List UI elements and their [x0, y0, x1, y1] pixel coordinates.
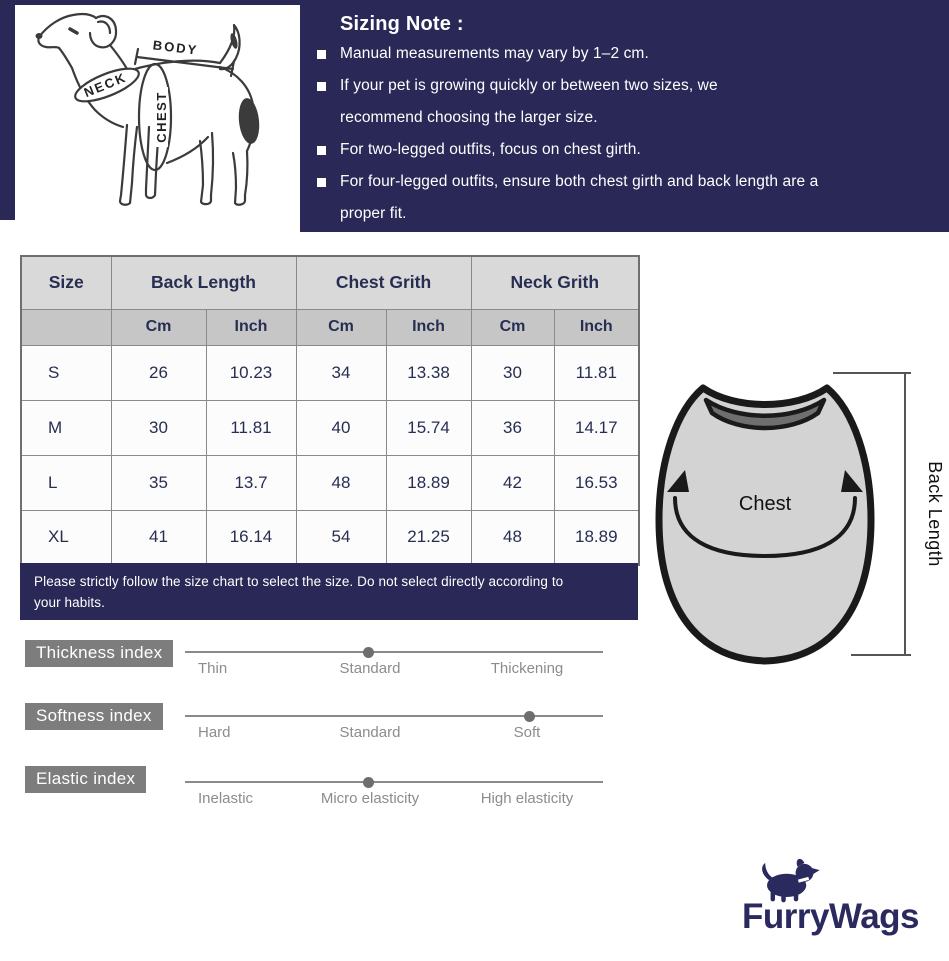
thickness-index-row: [0, 640, 640, 700]
slider-track: [185, 651, 603, 653]
sizing-note-title: Sizing Note :: [340, 13, 464, 35]
table-cell: 48: [296, 455, 386, 510]
sizing-note-line: For two-legged outfits, focus on chest girth.: [317, 141, 931, 173]
table-cell: 15.74: [386, 400, 471, 455]
table-cell: 18.89: [386, 455, 471, 510]
option-label: Standard: [339, 724, 401, 741]
table-cell: 30: [111, 400, 206, 455]
dog-measurement-panel: [15, 5, 300, 220]
option-label: Thickening: [490, 660, 564, 677]
option-label: Hard: [198, 724, 231, 741]
sizing-note-line: recommend choosing the larger size.: [340, 109, 598, 126]
option-label: Micro elasticity: [320, 790, 420, 807]
table-row: [21, 455, 639, 510]
slider-dot: [363, 647, 374, 658]
table-cell: 34: [296, 345, 386, 400]
size-chart: [20, 255, 638, 566]
table-cell: 16.53: [554, 455, 639, 510]
table-cell: 30: [471, 345, 554, 400]
option-label: Inelastic: [198, 790, 254, 807]
softness-index-label: Softness index: [25, 703, 163, 730]
size-value: L: [21, 455, 111, 510]
slider-dot: [363, 777, 374, 788]
slider-track: [185, 781, 603, 783]
size-table: [20, 255, 640, 566]
table-header-row: [21, 256, 639, 309]
table-cell: 41: [111, 510, 206, 565]
banner-notch: [0, 220, 300, 232]
sizing-note-line: proper fit.: [340, 205, 407, 222]
table-cell: 13.38: [386, 345, 471, 400]
table-cell: 16.14: [206, 510, 296, 565]
chest-label: Chest: [738, 493, 792, 515]
option-label: Standard: [339, 660, 401, 677]
col-header-neck-girth: Neck Grith: [471, 256, 639, 309]
table-cell: 11.81: [206, 400, 296, 455]
col-header-size: Size: [21, 256, 111, 309]
unit-header: Inch: [206, 309, 296, 345]
table-cell: 10.23: [206, 345, 296, 400]
thickness-slider: [185, 651, 603, 691]
unit-header: Inch: [554, 309, 639, 345]
unit-header: Cm: [471, 309, 554, 345]
body-label: BODY: [152, 37, 200, 58]
table-cell: 13.7: [206, 455, 296, 510]
square-bullet-icon: [317, 50, 326, 59]
table-row: [21, 510, 639, 565]
elastic-slider: [185, 781, 603, 821]
col-header-chest-girth: Chest Grith: [296, 256, 471, 309]
softness-slider: [185, 715, 603, 755]
unit-header: Inch: [386, 309, 471, 345]
elastic-index-row: [0, 766, 640, 826]
col-header-back-length: Back Length: [111, 256, 296, 309]
table-cell: 42: [471, 455, 554, 510]
square-bullet-icon: [317, 178, 326, 187]
table-cell: 36: [471, 400, 554, 455]
table-cell: 35: [111, 455, 206, 510]
table-unit-row: [21, 309, 639, 345]
table-row: [21, 400, 639, 455]
sizing-note-panel: [300, 0, 949, 232]
size-value: M: [21, 400, 111, 455]
brand-logo: [742, 853, 942, 953]
sizing-note-line: For four-legged outfits, ensure both chest girth and back length are a: [317, 173, 931, 205]
table-cell: 14.17: [554, 400, 639, 455]
garment-diagram: [645, 358, 945, 672]
elastic-index-label: Elastic index: [25, 766, 146, 793]
size-value: S: [21, 345, 111, 400]
garment-illustration: [645, 358, 945, 672]
sizing-note-line: If your pet is growing quickly or between two sizes, we: [317, 77, 931, 109]
size-chart-warning: Please strictly follow the size chart to select the size. Do not select directly according to your habits.: [20, 563, 638, 620]
dog-hip-patch: [237, 97, 262, 145]
neck-label: NECK: [81, 69, 129, 101]
unit-header: Cm: [296, 309, 386, 345]
sizing-note-line: Manual measurements may vary by 1–2 cm.: [317, 45, 931, 77]
slider-dot: [524, 711, 535, 722]
size-value: XL: [21, 510, 111, 565]
slider-track: [185, 715, 603, 717]
square-bullet-icon: [317, 82, 326, 91]
table-cell: 40: [296, 400, 386, 455]
fabric-indices: [0, 630, 640, 815]
table-cell: 21.25: [386, 510, 471, 565]
dog-eye: [70, 29, 77, 33]
back-length-label: Back Length: [925, 461, 945, 567]
option-label: Thin: [198, 660, 228, 677]
table-cell: 54: [296, 510, 386, 565]
thickness-index-label: Thickness index: [25, 640, 173, 667]
table-cell: 48: [471, 510, 554, 565]
neck-chest-body-label: CHEST: [154, 91, 169, 143]
unit-header: Cm: [111, 309, 206, 345]
table-cell: 26: [111, 345, 206, 400]
dog-measurement-illustration: [15, 5, 300, 220]
unit-header-empty: [21, 309, 111, 345]
softness-index-row: [0, 703, 640, 763]
table-row: [21, 345, 639, 400]
brand-name: FurryWags: [742, 897, 920, 936]
dog-nose: [36, 33, 43, 39]
option-label: High elasticity: [480, 790, 574, 807]
table-cell: 18.89: [554, 510, 639, 565]
table-cell: 11.81: [554, 345, 639, 400]
option-label: Soft: [513, 724, 541, 741]
square-bullet-icon: [317, 146, 326, 155]
